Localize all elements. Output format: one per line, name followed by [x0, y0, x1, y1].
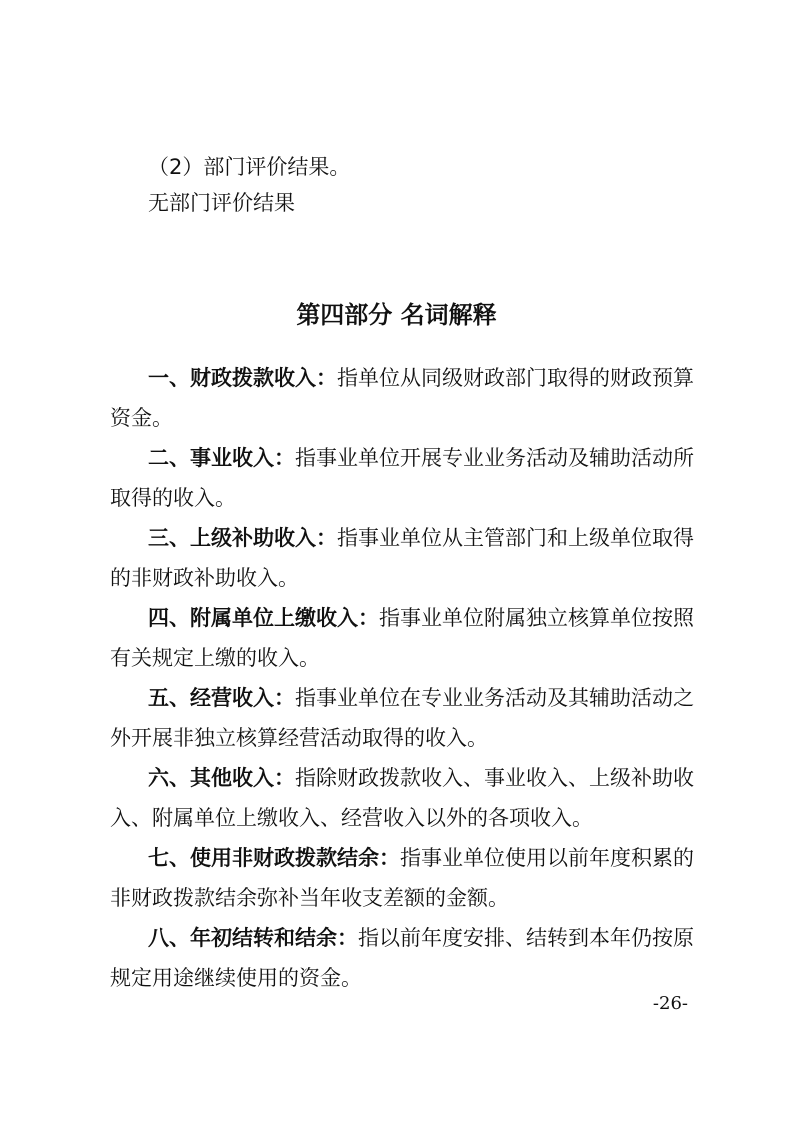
- definition-text: 指事业单位使用以前年度积累的: [400, 846, 694, 870]
- definition-text: 指以前年度安排、结转到本年仍按原: [358, 926, 694, 950]
- definition-term: 四、附属单位上缴收入：: [148, 606, 379, 630]
- part-title: 第四部分 名词解释: [296, 300, 497, 329]
- definition-line: [148, 363, 694, 393]
- definition-continuation: 有关规定上缴的收入。: [110, 646, 320, 670]
- definition-text: 指除财政拨款收入、事业收入、上级补助收: [295, 766, 694, 790]
- definition-text: 指事业单位开展专业业务活动及辅助活动所: [295, 446, 694, 470]
- definition-text: 指事业单位附属独立核算单位按照: [379, 606, 694, 630]
- section-body: 无部门评价结果: [148, 191, 295, 215]
- definition-continuation: 非财政拨款结余弥补当年收支差额的金额。: [110, 886, 509, 910]
- definition-continuation: 外开展非独立核算经营活动取得的收入。: [110, 726, 488, 750]
- definition-text: 指事业单位从主管部门和上级单位取得: [337, 526, 694, 550]
- definition-continuation: 取得的收入。: [110, 486, 236, 510]
- page-number: -26-: [652, 993, 688, 1014]
- definition-line: [148, 923, 694, 953]
- definition-term: 七、使用非财政拨款结余：: [148, 846, 400, 870]
- definition-continuation: 入、附属单位上缴收入、经营收入以外的各项收入。: [110, 806, 593, 830]
- definition-line: [148, 443, 694, 473]
- definition-line: [148, 763, 694, 793]
- definition-line: [148, 843, 694, 873]
- definition-term: 五、经营收入：: [148, 686, 295, 710]
- section-heading: （2）部门评价结果。: [148, 155, 351, 179]
- definition-line: [148, 683, 694, 713]
- definition-continuation: 规定用途继续使用的资金。: [110, 966, 362, 990]
- definition-term: 六、其他收入：: [148, 766, 295, 790]
- definition-term: 三、上级补助收入：: [148, 526, 337, 550]
- definition-term: 一、财政拨款收入：: [148, 366, 337, 390]
- definition-text: 指单位从同级财政部门取得的财政预算: [337, 366, 694, 390]
- definition-continuation: 资金。: [110, 406, 173, 430]
- definition-term: 八、年初结转和结余：: [148, 926, 358, 950]
- definition-term: 二、事业收入：: [148, 446, 295, 470]
- definition-line: [148, 523, 694, 553]
- definition-line: [148, 603, 694, 633]
- definition-text: 指事业单位在专业业务活动及其辅助活动之: [295, 686, 694, 710]
- definition-continuation: 的非财政补助收入。: [110, 566, 299, 590]
